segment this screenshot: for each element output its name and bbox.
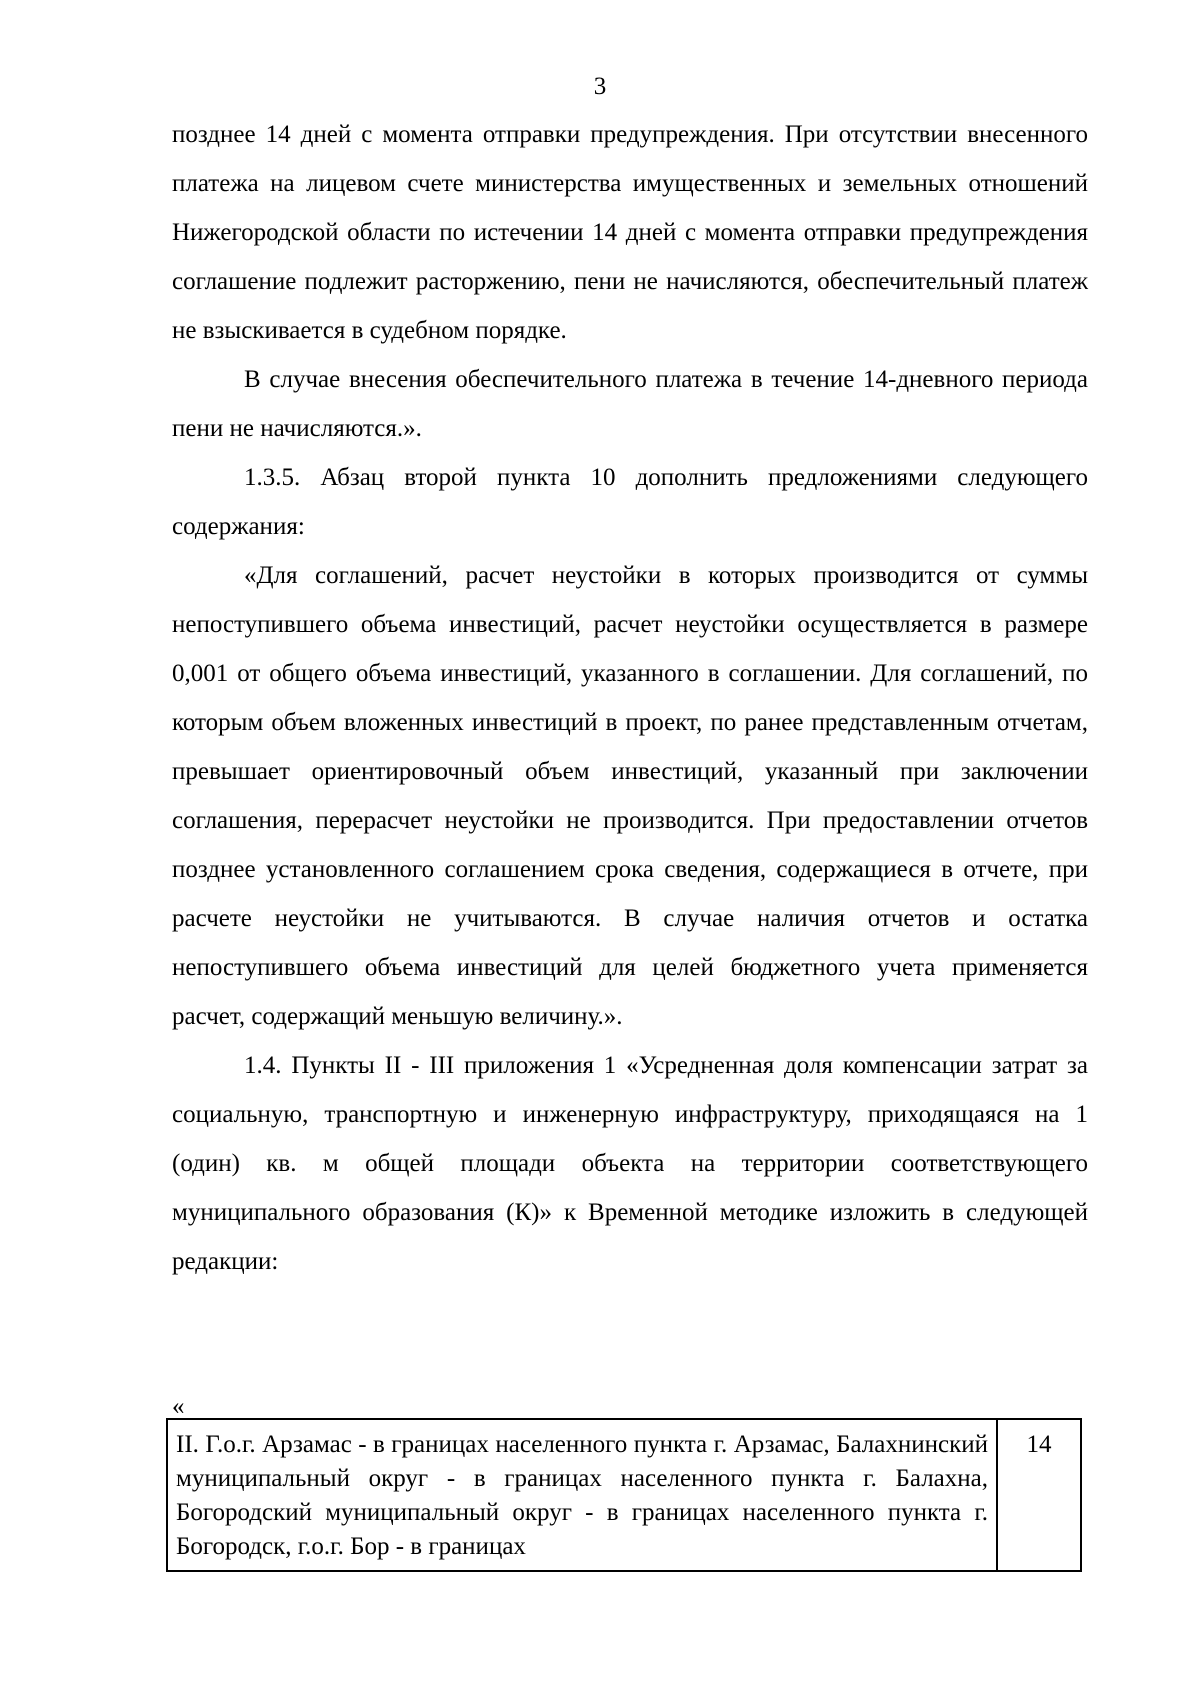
paragraph-1: позднее 14 дней с момента отправки предупреждения. При отсутствии внесенного платежа на лицевом счете министерства имущественных и земельных отношений Нижегородской области по истечении 14 дней с момента отправки предупреждения соглашение подлежит расторжению, пени не начисляются, обеспечительный платеж не взыскивается в судебном порядке. (172, 121, 1088, 344)
page-number: 3 (593, 73, 607, 100)
table-cell-municipalities: II. Г.о.г. Арзамас - в границах населенного пункта г. Арзамас, Балахнинский муниципальный округ - в границах населенного пункта г. Балахна, Богородский муниципальный округ - в границах населенного пункта г. Богородск, г.о.г. Бор - в границах (168, 1420, 998, 1570)
document-body (172, 110, 1088, 1286)
paragraph-5: 1.4. Пункты II - III приложения 1 «Усредненная доля компенсации затрат за социальную, транспортную и инженерную инфраструктуру, приходящаяся на 1 (один) кв. м общей площади объекта на территории соответствующего муниципального образования (К)» к Временной методике изложить в следующей редакции: (172, 1052, 1088, 1275)
table-cell-coefficient: 14 (1026, 1431, 1052, 1458)
coefficient-table (166, 1418, 1082, 1572)
paragraph-3: 1.3.5. Абзац второй пункта 10 дополнить предложениями следующего содержания: (172, 464, 1088, 540)
opening-quote-mark: « (172, 1393, 185, 1420)
paragraph-2: В случае внесения обеспечительного платежа в течение 14-дневного периода пени не начисляются.». (172, 366, 1088, 442)
paragraph-4: «Для соглашений, расчет неустойки в которых производится от суммы непоступившего объема инвестиций, расчет неустойки осуществляется в размере 0,001 от общего объема инвестиций, указанного в соглашении. Для соглашений, по которым объем вложенных инвестиций в проект, по ранее представленным отчетам, превышает ориентировочный объем инвестиций, указанный при заключении соглашения, перерасчет неустойки не производится. При предоставлении отчетов позднее установленного соглашением срока сведения, содержащиеся в отчете, при расчете неустойки не учитываются. В случае наличия отчетов и остатка непоступившего объема инвестиций для целей бюджетного учета применяется расчет, содержащий меньшую величину.». (172, 562, 1088, 1030)
